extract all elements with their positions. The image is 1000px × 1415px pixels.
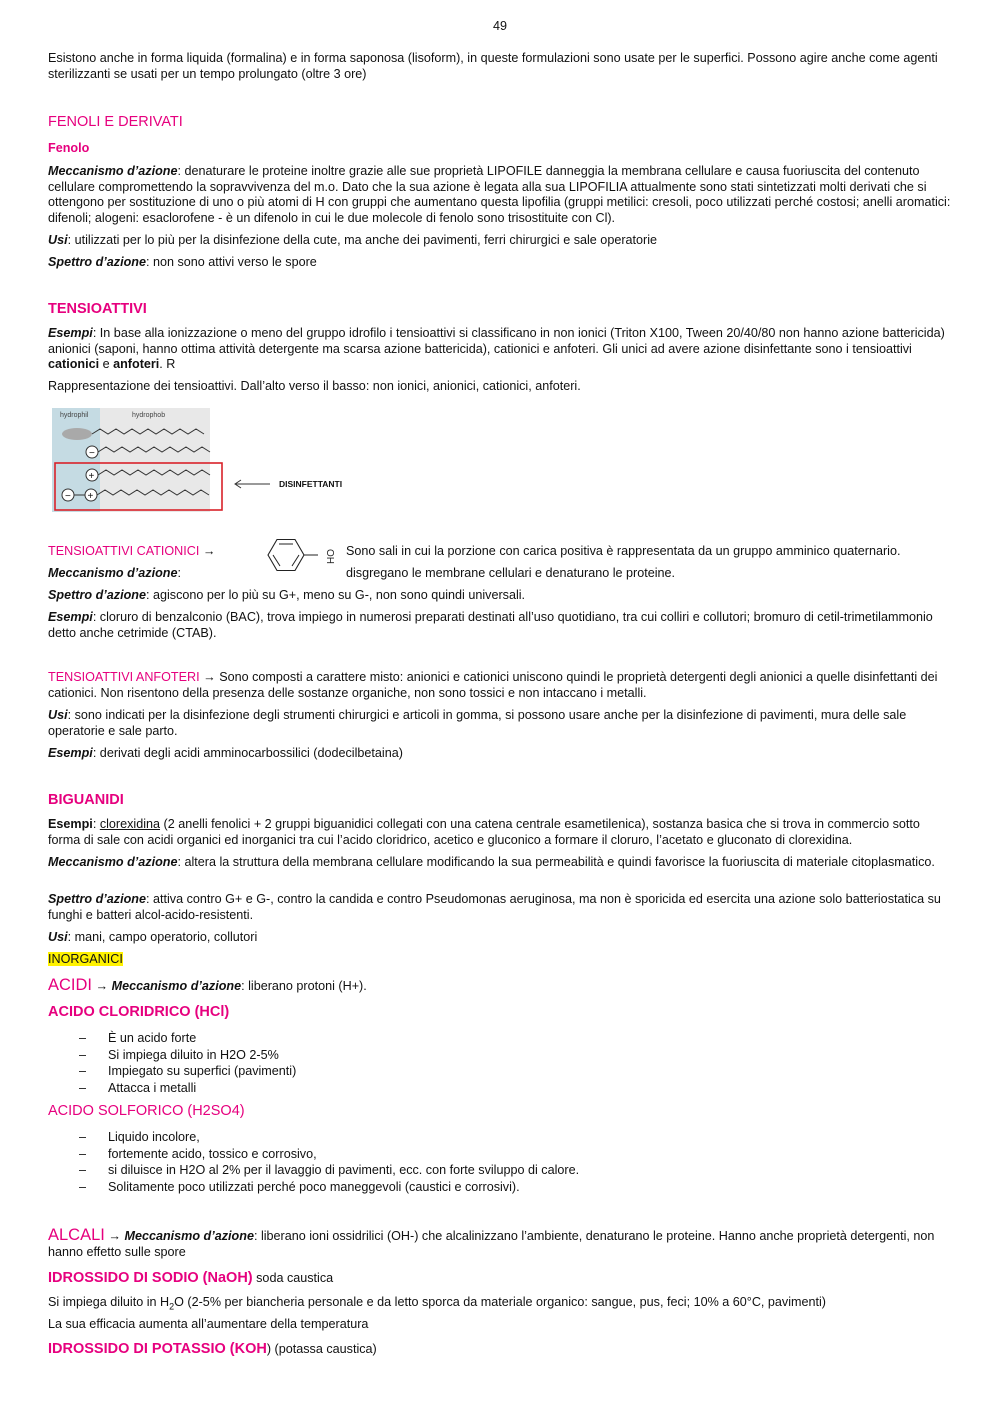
amphoteric-plus: + — [87, 491, 94, 502]
list-item: – Attacca i metalli — [48, 1080, 953, 1097]
page-number: 49 — [492, 19, 507, 33]
subtitle-fenolo: Fenolo — [48, 141, 90, 155]
tensioattivi-rappresentazione: Rappresentazione dei tensioattivi. Dall’alto verso il basso: non ionici, anionici, cationici, anfoteri. — [48, 379, 581, 393]
h2so4-list — [48, 1129, 953, 1195]
naoh-line2: La sua efficacia aumenta all’aumentare della temperatura — [48, 1317, 369, 1331]
hcl-list — [48, 1030, 953, 1096]
anfoteri-usi: Usi: sono indicati per la disinfezione degli strumenti chirurgici e articoli in gomma, si possono usare anche per la disinfezione di pavimenti, mura delle sale operatorie e sale parto. — [48, 708, 907, 738]
biguanidi-spettro: Spettro d’azione: attiva contro G+ e G-, contro la candida e contro Pseudomonas aeruginosa, ma non è sporicida ed esercita una azione solo batteriostatica su funghi e batteri alcol-acido-resistenti. — [48, 892, 941, 922]
cationici-esempi: Esempi: cloruro di benzalconio (BAC), trova impiego in numerosi preparati destinati all’uso quotidiano, tra cui colliri e collutori; bromuro di cetil-trimetilammonio detto anche cetrimide (CTAB). — [48, 610, 933, 640]
anfoteri-paragraph: TENSIOATTIVI ANFOTERI → Sono composti a carattere misto: anionici e cationici uniscono quindi le proprietà detergenti degli anionici a quelle disinfettanti dei cationici. Non risentono della presenza delle sostanze organiche, non sono tossici e non intaccano i metalli. — [48, 670, 938, 700]
biguanidi-usi: Usi: mani, campo operatorio, collutori — [48, 930, 258, 944]
oh-label: OH — [324, 549, 335, 564]
cationici-heading: TENSIOATTIVI CATIONICI → — [48, 544, 216, 558]
anfoteri-esempi: Esempi: derivati degli acidi amminocarbossilici (dodecilbetaina) — [48, 746, 403, 760]
list-item: – fortemente acido, tossico e corrosivo, — [48, 1146, 953, 1163]
disinfettanti-label: DISINFETTANTI — [279, 479, 343, 489]
section-title-tensioattivi: TENSIOATTIVI — [48, 301, 147, 317]
title-hcl: ACIDO CLORIDRICO (HCl) — [48, 1004, 230, 1020]
acidi-heading: ACIDI → Meccanismo d’azione: liberano protoni (H+). — [48, 976, 367, 994]
cationici-meccanismo-label: Meccanismo d’azione: — [48, 566, 181, 580]
nonionic-head — [62, 428, 92, 440]
list-item: – Liquido incolore, — [48, 1129, 953, 1146]
fenoli-usi: Usi: utilizzati per lo più per la disinfezione della cute, ma anche dei pavimenti, ferri chirurgici e sale operatorie — [48, 233, 658, 247]
section-title-biguanidi: BIGUANIDI — [48, 792, 124, 808]
inorganici-label: INORGANICI — [48, 952, 123, 966]
alcali-paragraph: ALCALI → Meccanismo d’azione: liberano ioni ossidrilici (OH-) che alcalinizzano l’ambiente, denaturano le proteine. Hanno anche proprietà detergenti, non hanno effetto sulle spore — [48, 1226, 935, 1259]
hydrophob-band — [100, 408, 210, 512]
amphoteric-minus: − — [65, 491, 71, 502]
fenoli-spettro: Spettro d’azione: non sono attivi verso le spore — [48, 255, 317, 269]
list-item: – Impiegato su superfici (pavimenti) — [48, 1063, 953, 1080]
anionic-minus: − — [89, 448, 95, 459]
cationici-description: Sono sali in cui la porzione con carica positiva è rappresentata da un gruppo amminico quaternario. — [346, 544, 901, 558]
cationici-meccanismo-text: disgregano le membrane cellulari e denaturano le proteine. — [346, 566, 676, 580]
list-item: – si diluisce in H2O al 2% per il lavaggio di pavimenti, ecc. con forte sviluppo di calore. — [48, 1162, 953, 1179]
list-item: – Si impiega diluito in H2O 2-5% — [48, 1047, 953, 1064]
biguanidi-esempi: Esempi: clorexidina (2 anelli fenolici + 2 gruppi biguanidici collegati con una catena centrale esametilenica), sostanza basica che si trova in commercio sotto forma di sale con acidi organici ed inorganici tra cui l’acido cloridrico, acetico e gluconico a formare il cloruro, l’acetato e gluconato di clorexidina. — [48, 817, 920, 847]
fenoli-meccanismo: Meccanismo d’azione: denaturare le proteine inoltre grazie alle sue proprietà LIPOFILE danneggia la membrana cellulare e causa fuoriuscita del contenuto cellulare compromettendo la sopravvivenza del m.o. Dato che la sua azione è legata alla sua LIPOFILIA attualmente sono stati sintetizzati molti derivati che si ottengono per sostituzione di uno o più atomi di H con gruppi che aumentano questa lipofilia (gruppi metilici: cresoli, poco utilizzati perché costosi; anelli aromatici: difenoli; alogeni: esaclorofene - è un difenolo in cui le due molecole di fenolo sono trisostituite con Cl). — [48, 164, 951, 225]
surfactant-figure — [52, 408, 352, 514]
phenol-structure — [262, 536, 338, 574]
naoh-line1: Si impiega diluito in $H_2O$ (2-5% per biancheria personale e da letto sporca da materiale organico: sangue, pus, feci; 10% a 60°C, pavimenti) — [48, 1295, 827, 1312]
title-h2so4: ACIDO SOLFORICO (H2SO4) — [48, 1103, 245, 1119]
hydrophob-label: hydrophob — [132, 412, 166, 419]
intro-paragraph: Esistono anche in forma liquida (formalina) e in forma saponosa (lisoform), in queste formulazioni sono usate per le superfici. Possono agire anche come agenti sterilizzanti se usati per un tempo prolungato (oltre 3 ore) — [48, 51, 938, 81]
biguanidi-meccanismo: Meccanismo d’azione: altera la struttura della membrana cellulare modificando la sua permeabilità e quindi favorisce la fuoriuscita di materiale citoplasmatico. — [48, 855, 935, 869]
cationici-spettro: Spettro d’azione: agiscono per lo più su G+, meno su G-, non sono quindi universali. — [48, 588, 526, 602]
section-title-fenoli: FENOLI E DERIVATI — [48, 114, 183, 130]
list-item: – Solitamente poco utilizzati perché poco maneggevoli (caustici e corrosivi). — [48, 1179, 953, 1196]
naoh-heading: IDROSSIDO DI SODIO (NaOH) soda caustica — [48, 1270, 334, 1286]
koh-heading: IDROSSIDO DI POTASSIO (KOH) (potassa caustica) — [48, 1341, 377, 1357]
tensioattivi-esempi: Esempi: In base alla ionizzazione o meno del gruppo idrofilo i tensioattivi si classificano in non ionici (Triton X100, Tween 20/40/80 non hanno azione battericida) anionici (saponi, hanno ottima attività detergente ma scarsa azione battericida), cationici e anfoteri. Gli unici ad avere azione disinfettante sono i tensioattivi cationici e anfoteri. R — [48, 326, 945, 371]
list-item: – È un acido forte — [48, 1030, 953, 1047]
cationic-plus: + — [88, 471, 95, 482]
hydrophil-label: hydrophil — [60, 412, 89, 419]
